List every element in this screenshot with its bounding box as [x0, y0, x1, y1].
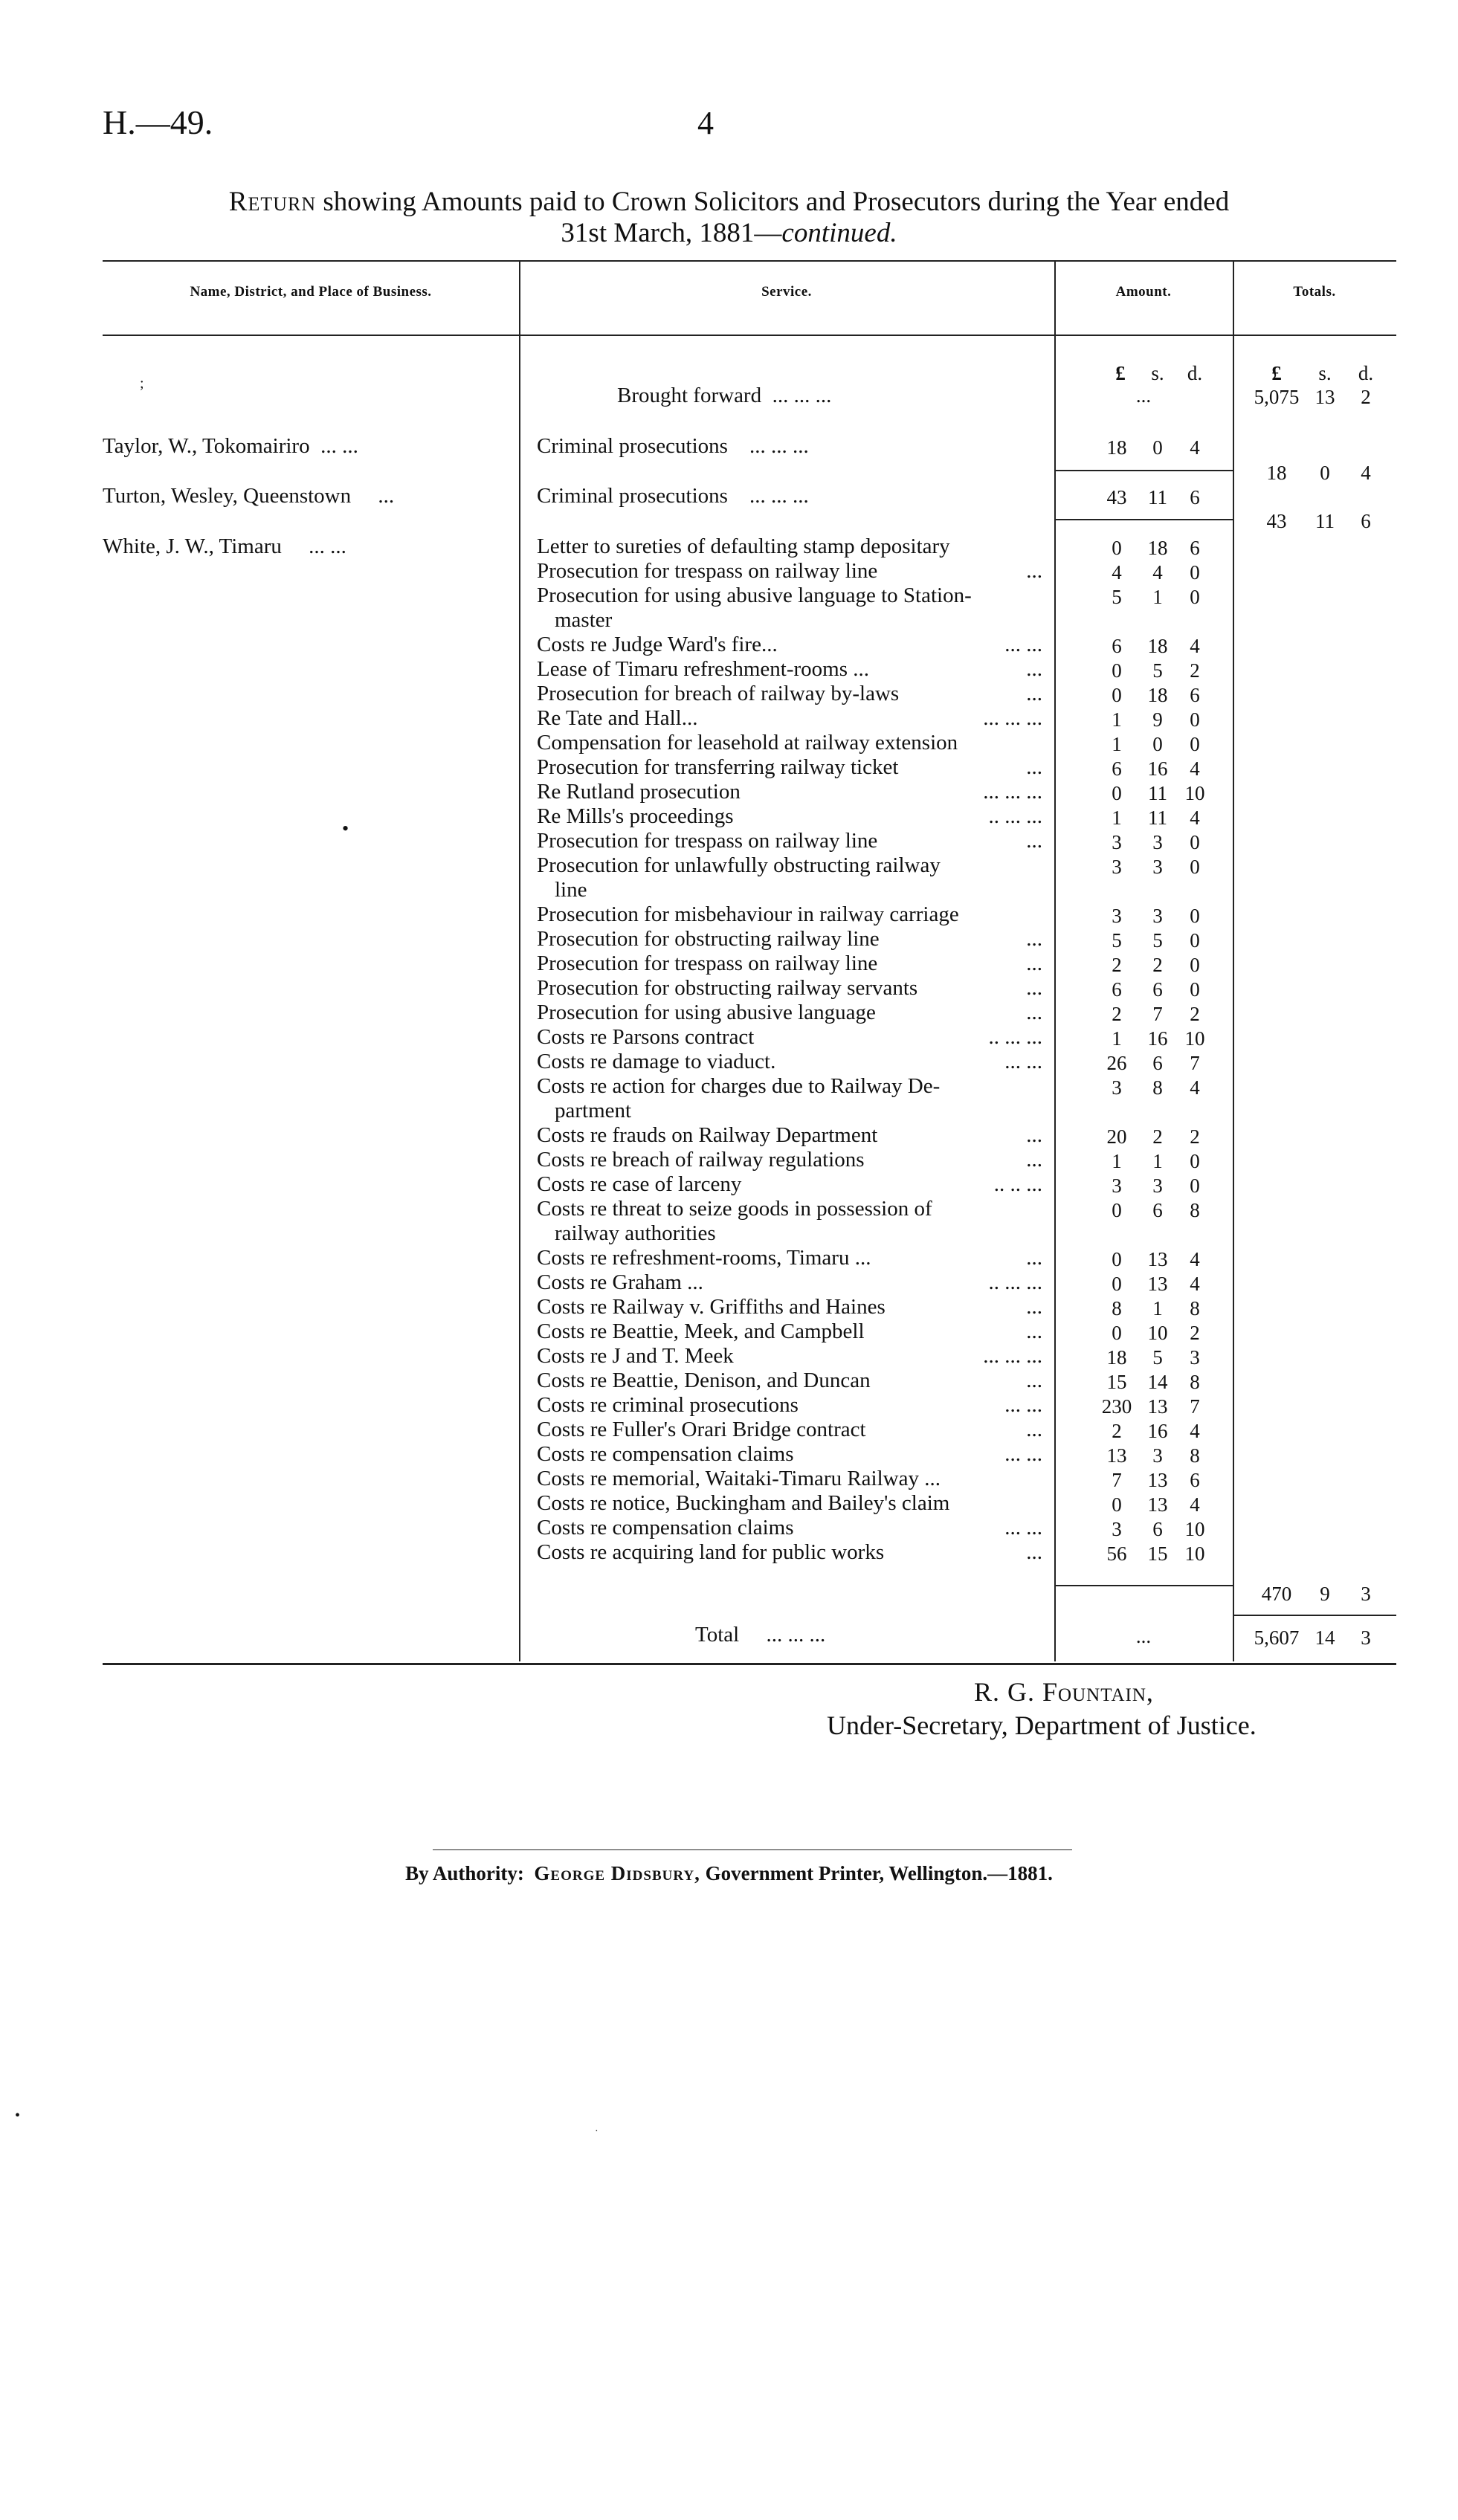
grand-total-l: 5,607: [1254, 1626, 1300, 1649]
stray-mark: ·: [595, 2126, 599, 2137]
service-row: Costs re Graham ... .. ... ...: [537, 1270, 1042, 1294]
amount-pence-symbol: d.: [1187, 362, 1203, 384]
amount-s: 1: [1152, 586, 1163, 608]
page-number: 4: [697, 105, 714, 141]
amount-d: 8: [1190, 1444, 1200, 1467]
title-continued: continued.: [781, 218, 897, 248]
amount-l: 18: [1106, 1346, 1127, 1369]
service-row: Prosecution for unlawfully obstructing railway: [537, 853, 941, 877]
service-row-continuation: line: [555, 878, 587, 902]
grand-total-amount: ...: [1135, 1625, 1152, 1647]
amount-shilling-symbol: s.: [1151, 362, 1164, 384]
entry-name-taylor: Taylor, W., Tokomairiro ... ...: [103, 434, 358, 458]
amount-s: 5: [1152, 659, 1163, 682]
service-row: Prosecution for obstructing railway line ...: [537, 927, 1042, 951]
amount-s: 16: [1147, 757, 1168, 780]
amount-l: 3: [1112, 1076, 1122, 1099]
amount-s: 1: [1152, 1297, 1163, 1319]
amount-d: 7: [1190, 1052, 1200, 1074]
service-row: Costs re action for charges due to Railway De-: [537, 1074, 941, 1098]
service-row: Costs re acquiring land for public works ...: [537, 1540, 1042, 1564]
service-row: Prosecution for misbehaviour in railway carriage: [537, 902, 959, 926]
amount-s: 6: [1152, 1199, 1163, 1221]
amount-l: 1: [1112, 733, 1122, 755]
service-row: Prosecution for trespass on railway line ...: [537, 829, 1042, 853]
entry-total-s: 9: [1320, 1583, 1330, 1605]
service-row: Prosecution for obstructing railway servants ...: [537, 976, 1042, 1000]
title-date: 31st March, 1881—: [561, 218, 782, 248]
service-row: Costs re refreshment-rooms, Timaru ... ...: [537, 1246, 1042, 1270]
entry-name-turton: Turton, Wesley, Queenstown ...: [103, 484, 395, 508]
grand-total-d: 3: [1361, 1626, 1371, 1649]
service-row: Costs re breach of railway regulations ...: [537, 1148, 1042, 1172]
amount-l: 0: [1112, 1199, 1122, 1221]
grand-total-label: Total ... ... ...: [695, 1623, 826, 1647]
amount-d: 0: [1190, 929, 1200, 952]
amount-s: 11: [1148, 807, 1167, 829]
brought-forward-total-l: 5,075: [1254, 386, 1300, 408]
amount-pound-symbol: £: [1115, 362, 1126, 384]
service-row: Prosecution for using abusive language ...: [537, 1001, 1042, 1024]
brought-forward-label: Brought forward ... ... ...: [617, 384, 832, 407]
column-header-amount: Amount.: [1115, 284, 1172, 300]
amount-s: 10: [1147, 1322, 1168, 1344]
amount-s: 15: [1147, 1542, 1168, 1565]
amount-s: 11: [1148, 486, 1167, 508]
amount-s: 14: [1147, 1371, 1168, 1393]
stray-mark: •: [15, 2107, 21, 2124]
amount-s: 11: [1148, 782, 1167, 804]
amount-d: 6: [1190, 684, 1200, 706]
service-row: Costs re J and T. Meek ... ... ...: [537, 1344, 1042, 1368]
amount-d: 2: [1190, 1003, 1200, 1025]
entry-total-d: 3: [1361, 1583, 1371, 1605]
amount-l: 3: [1112, 1175, 1122, 1197]
amount-d: 0: [1190, 733, 1200, 755]
amount-l: 5: [1112, 586, 1122, 608]
amount-d: 3: [1190, 1346, 1200, 1369]
amount-d: 0: [1190, 586, 1200, 608]
amount-s: 16: [1147, 1027, 1168, 1050]
amount-d: 0: [1190, 978, 1200, 1001]
amount-l: 3: [1112, 1518, 1122, 1540]
column-header-service: Service.: [761, 284, 812, 300]
service-row: Re Tate and Hall... ... ... ...: [537, 706, 1042, 730]
service-row: Costs re threat to seize goods in possession of: [537, 1197, 932, 1221]
service-row: Criminal prosecutions ... ... ...: [537, 434, 809, 458]
totals-shilling-symbol: s.: [1318, 362, 1332, 384]
rule-under-white: [1054, 1585, 1233, 1586]
totals-pence-symbol: d.: [1358, 362, 1374, 384]
amount-d: 4: [1190, 635, 1200, 657]
footer-rule: [433, 1849, 1072, 1850]
amount-s: 13: [1147, 1469, 1168, 1491]
service-row: Costs re Judge Ward's fire... ... ...: [537, 633, 1042, 656]
amount-d: 4: [1190, 1420, 1200, 1442]
amount-s: 13: [1147, 1248, 1168, 1270]
service-row: Costs re notice, Buckingham and Bailey's claim: [537, 1491, 950, 1515]
amount-s: 13: [1147, 1273, 1168, 1295]
amount-s: 3: [1152, 831, 1163, 853]
service-row-continuation: railway authorities: [555, 1221, 716, 1245]
amount-s: 13: [1147, 1395, 1168, 1418]
amount-d: 10: [1184, 1518, 1205, 1540]
service-row: Prosecution for trespass on railway line ...: [537, 952, 1042, 975]
amount-d: 0: [1190, 856, 1200, 878]
amount-l: 2: [1112, 954, 1122, 976]
amount-d: 0: [1190, 708, 1200, 731]
amount-l: 230: [1101, 1395, 1132, 1418]
amount-d: 0: [1190, 954, 1200, 976]
entry-total-l: 43: [1266, 510, 1287, 532]
amount-l: 1: [1112, 807, 1122, 829]
amount-d: 2: [1190, 659, 1200, 682]
amount-s: 5: [1152, 929, 1163, 952]
amount-s: 18: [1147, 684, 1168, 706]
printer-imprint: By Authority: George Didsbury, Government Printer, Wellington.—1881.: [405, 1862, 1053, 1884]
column-header-name: Name, District, and Place of Business.: [190, 284, 432, 300]
entry-total-s: 11: [1315, 510, 1335, 532]
amount-l: 0: [1112, 782, 1122, 804]
service-row: Costs re memorial, Waitaki-Timaru Railway ...: [537, 1467, 941, 1490]
amount-d: 8: [1190, 1297, 1200, 1319]
amount-d: 4: [1190, 1248, 1200, 1270]
amount-s: 3: [1152, 856, 1163, 878]
service-row: Prosecution for using abusive language to Station-: [537, 584, 972, 607]
amount-d: 4: [1190, 1076, 1200, 1099]
column-header-totals: Totals.: [1293, 284, 1336, 300]
amount-s: 3: [1152, 1444, 1163, 1467]
rule-under-taylor: [1054, 470, 1233, 471]
brought-forward-amount: ...: [1135, 384, 1152, 407]
entry-total-d: 6: [1361, 510, 1371, 532]
amount-d: 6: [1190, 1469, 1200, 1491]
amount-d: 0: [1190, 561, 1200, 584]
amount-d: 6: [1190, 486, 1200, 508]
table-header-rule: [103, 335, 1396, 336]
amount-s: 2: [1152, 1125, 1163, 1148]
amount-s: 0: [1152, 733, 1163, 755]
document-title: [0, 186, 1458, 218]
service-row: Costs re Beattie, Meek, and Campbell ...: [537, 1319, 1042, 1343]
signatory-name: R. G. Fountain,: [974, 1677, 1154, 1707]
amount-d: 0: [1190, 905, 1200, 927]
amount-l: 15: [1106, 1371, 1127, 1393]
amount-d: 2: [1190, 1125, 1200, 1148]
entry-total-d: 4: [1361, 462, 1371, 484]
amount-d: 8: [1190, 1371, 1200, 1393]
amount-d: 0: [1190, 831, 1200, 853]
amount-l: 0: [1112, 684, 1122, 706]
amount-d: 6: [1190, 537, 1200, 559]
amount-s: 4: [1152, 561, 1163, 584]
service-row-continuation: master: [555, 608, 613, 632]
amount-l: 1: [1112, 1150, 1122, 1172]
amount-l: 26: [1106, 1052, 1127, 1074]
entry-total-l: 470: [1261, 1583, 1292, 1605]
amount-d: 4: [1190, 1273, 1200, 1295]
amount-l: 43: [1106, 486, 1127, 508]
amount-s: 9: [1152, 708, 1163, 731]
amount-l: 2: [1112, 1420, 1122, 1442]
amount-s: 8: [1152, 1076, 1163, 1099]
amount-l: 6: [1112, 978, 1122, 1001]
amount-s: 2: [1152, 954, 1163, 976]
amount-l: 0: [1112, 537, 1122, 559]
service-row: Re Rutland prosecution ... ... ...: [537, 780, 1042, 804]
amount-d: 4: [1190, 1493, 1200, 1516]
amount-d: 0: [1190, 1150, 1200, 1172]
amount-d: 7: [1190, 1395, 1200, 1418]
amount-d: 4: [1190, 436, 1200, 459]
service-row: Costs re Beattie, Denison, and Duncan ...: [537, 1369, 1042, 1392]
service-row-continuation: partment: [555, 1099, 632, 1122]
amount-s: 6: [1152, 1052, 1163, 1074]
service-row: Costs re frauds on Railway Department ...: [537, 1123, 1042, 1147]
title-smallcaps: Return: [228, 187, 317, 217]
service-row: Prosecution for trespass on railway line ...: [537, 559, 1042, 583]
amount-s: 18: [1147, 537, 1168, 559]
service-row: Costs re Fuller's Orari Bridge contract ...: [537, 1418, 1042, 1441]
entry-total-l: 18: [1266, 462, 1287, 484]
amount-l: 6: [1112, 757, 1122, 780]
amount-l: 56: [1106, 1542, 1127, 1565]
service-row: Lease of Timaru refreshment-rooms ... ...: [537, 657, 1042, 681]
amount-l: 5: [1112, 929, 1122, 952]
service-row: Costs re case of larceny .. .. ...: [537, 1172, 1042, 1196]
amount-s: 6: [1152, 1518, 1163, 1540]
amount-d: 4: [1190, 757, 1200, 780]
stray-mark: •: [342, 818, 349, 839]
service-row: Costs re Parsons contract .. ... ...: [537, 1025, 1042, 1049]
amount-s: 5: [1152, 1346, 1163, 1369]
page-reference: H.—49.: [103, 103, 213, 141]
column-divider-1: [519, 260, 520, 1661]
service-row: Prosecution for breach of railway by-laws ...: [537, 682, 1042, 705]
amount-l: 4: [1112, 561, 1122, 584]
amount-d: 4: [1190, 807, 1200, 829]
amount-l: 0: [1112, 1248, 1122, 1270]
amount-l: 3: [1112, 831, 1122, 853]
brought-forward-total-s: 13: [1315, 386, 1335, 408]
amount-s: 6: [1152, 978, 1163, 1001]
amount-l: 0: [1112, 1493, 1122, 1516]
totals-pound-symbol: £: [1271, 362, 1282, 384]
amount-s: 3: [1152, 905, 1163, 927]
amount-l: 0: [1112, 659, 1122, 682]
table-top-rule: [103, 260, 1396, 262]
amount-s: 0: [1152, 436, 1163, 459]
amount-s: 18: [1147, 635, 1168, 657]
amount-l: 20: [1106, 1125, 1127, 1148]
title-text: showing Amounts paid to Crown Solicitors and Prosecutors during the Year ended: [323, 187, 1230, 217]
service-row: Costs re compensation claims ... ...: [537, 1442, 1042, 1466]
amount-l: 13: [1106, 1444, 1127, 1467]
amount-s: 7: [1152, 1003, 1163, 1025]
service-row: Costs re criminal prosecutions ... ...: [537, 1393, 1042, 1417]
amount-l: 6: [1112, 635, 1122, 657]
amount-d: 10: [1184, 782, 1205, 804]
grand-total-s: 14: [1315, 1626, 1335, 1649]
service-row: Costs re compensation claims ... ...: [537, 1516, 1042, 1540]
entry-name-white: White, J. W., Timaru ... ...: [103, 534, 346, 558]
table-bottom-rule: [103, 1663, 1396, 1665]
amount-l: 1: [1112, 708, 1122, 731]
service-row: Letter to sureties of defaulting stamp depositary: [537, 534, 950, 558]
amount-l: 0: [1112, 1273, 1122, 1295]
stray-mark: ;: [140, 375, 144, 392]
service-row: Re Mills's proceedings .. ... ...: [537, 804, 1042, 828]
amount-d: 8: [1190, 1199, 1200, 1221]
amount-d: 0: [1190, 1175, 1200, 1197]
entry-total-s: 0: [1320, 462, 1330, 484]
amount-l: 2: [1112, 1003, 1122, 1025]
amount-l: 3: [1112, 856, 1122, 878]
amount-l: 7: [1112, 1469, 1122, 1491]
amount-l: 0: [1112, 1322, 1122, 1344]
amount-l: 3: [1112, 905, 1122, 927]
document-title-line2: [0, 217, 1458, 249]
amount-s: 1: [1152, 1150, 1163, 1172]
amount-d: 10: [1184, 1027, 1205, 1050]
service-row: Costs re damage to viaduct. ... ...: [537, 1050, 1042, 1073]
service-row: Compensation for leasehold at railway extension: [537, 731, 958, 755]
rule-above-total: [1233, 1615, 1396, 1616]
amount-s: 16: [1147, 1420, 1168, 1442]
amount-l: 8: [1112, 1297, 1122, 1319]
service-row: Costs re Railway v. Griffiths and Haines ...: [537, 1295, 1042, 1319]
signatory-title: Under-Secretary, Department of Justice.: [827, 1710, 1257, 1740]
amount-s: 13: [1147, 1493, 1168, 1516]
service-row: Prosecution for transferring railway ticket ...: [537, 755, 1042, 779]
service-row: Criminal prosecutions ... ... ...: [537, 484, 809, 508]
column-divider-3: [1233, 260, 1234, 1661]
brought-forward-total-d: 2: [1361, 386, 1371, 408]
rule-under-turton: [1054, 519, 1233, 520]
amount-l: 18: [1106, 436, 1127, 459]
amount-d: 10: [1184, 1542, 1205, 1565]
amount-l: 1: [1112, 1027, 1122, 1050]
amount-d: 2: [1190, 1322, 1200, 1344]
amount-s: 3: [1152, 1175, 1163, 1197]
